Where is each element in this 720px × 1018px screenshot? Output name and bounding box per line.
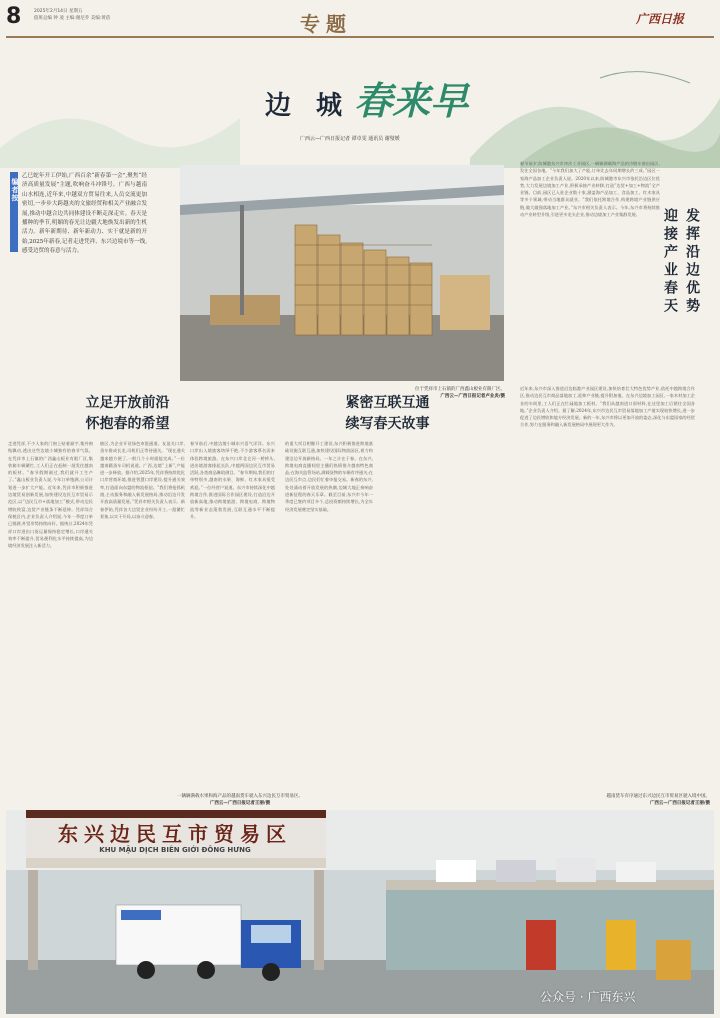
body-column-4: 的重大项目相继开工建设,东兴积极推进跨境基础设施互联互通,加快建设国际物流园区,着力构建沿边开放新格局。一年之计在于春。在东兴,跨境电商直播间里主播们热情推介越南特色商品;在海关监管场站,满载货物的车辆有序通关;在边民互市点,边民们忙着申报交易。新春的东兴,处处涌动着开放发展的热潮,边城大地正奏响奋进新征程的春天乐章。截至目前,东兴市今年一季度已签约项目多个,总投资额持续增长,为全年经济发展奠定坚实基础。 [285, 441, 373, 512]
bridge-caption-credit: 广西云—广西日报记者王丽/摄 [649, 801, 710, 806]
editor-text: 值班总编 钟 凌 主编:谢尼乔 美编:黄蓓 [34, 16, 111, 21]
gate-caption-credit: 广西云—广西日报记者王丽/摄 [209, 801, 271, 806]
body-column-1: 走进凭祥,不少人家的门窗上贴着福字,集外窗贴飘动,透出这些边境小城独有的春节气氛。在凭祥市上石镇的广西鑫山板业有限厂区,集装箱车辆繁忙,工人们正在赶制一批发往越南的板材。“春节假期刚过,我们就开工生产了。”鑫山板业负责人说,今年订单饱满,公司计划进一步扩大产能。近年来,凭祥市积极推进边境贸易创新发展,加快建设边民互市贸易示范区,以“边民互市+落地加工”模式,带动边民增收致富,边贸产业链条不断延伸。凭祥综合保税区内,企业负责人介绍说,今年一季度订单已排满,外贸形势持续向好。据统计,2024年凭祥口岸进出口货运量保持稳定增长,口岸通关效率不断提升,贸易便利化水平持续提高,为边境经济发展注入新活力。 [8, 441, 93, 549]
main-title-part-b: 春来早 [354, 78, 469, 123]
main-title-part-a: 边 城 [265, 91, 351, 121]
headline-3-line-2: 迎接产业春天 [662, 208, 678, 316]
gate-photo-caption [110, 793, 370, 807]
body-column-3: 春节前后,中越边境小城东兴喜气洋洋。东兴口岸出入境旅客络绎不绝,不少游客慕名而来体验跨境旅游。在东兴口岸北仑河一桥桥头,进出境游客排起长队,中越两国边民互市贸易活跃,各类商品琳琅满目。“春节期间,我们的订单特别多,越南的水果、海鲜、红木家具很受欢迎。”一位经营户说道。东兴市持续深化中越跨境合作,推进国际合作园区建设,打造沿边开放新高地,推动跨境旅游、跨境电商、跨境物流等新业态蓬勃发展,互联互通水平不断提升。 [190, 441, 275, 519]
body-column-6: 近年来,东兴市深入推进沿边临港产业园区建设,加快培育壮大特色优势产业,依托中越跨境合作区,推动边民互市商品落地加工,延伸产业链,提升附加值。在东兴边境加工园区,一家木材加工企业的车间里,工人们正在忙碌地加工板材。“我们从越南进口原材料,在这里加工后销往全国各地。”企业负责人介绍。据了解,2024年,东兴市边民互市贸易落地加工产值实现较快增长,进一步促进了边民增收和地方经济发展。新的一年,东兴市将以更加开放的姿态,深化与东盟国家的经贸合作,努力在服务和融入新发展格局中展现更大作为。 [520, 386, 695, 428]
main-title [265, 70, 468, 125]
factory-caption-text: 位于凭祥市上石镇的广西鑫山板业有限厂区。 [415, 387, 505, 392]
body-column-5: 春节前夕,防城港东兴市冲沙工业园区,一辆辆满载海产品的冷链车驶出园区,发往全国各地。“今年我们加大了产能,订单比去年同期增长约三成。”园区一家海产品加工企业负责人说。2020年以来,防城港市东兴市依托沿边区位优势,大力发展边境加工产业,积极承接产业转移,打造“边贸+加工+物流”全产业链。目前,园区已入驻企业数十家,涵盖海产品加工、食品加工、红木家具等多个领域,带动当地群众就业。“我们依托跨境合作,构建跨境产业链供应链,做大做强落地加工产业。”东兴市相关负责人表示。今年,东兴市将持续推动产业转型升级,引进更多龙头企业,推动边境加工产业集群发展。 [520, 161, 660, 218]
bridge-photo-caption [470, 793, 710, 807]
bridge-caption-text: 越南货车有序通过东兴边民互市贸易区驶入境中国。 [606, 794, 710, 799]
gate-sign-chinese: 东兴边民互市贸易区 [58, 822, 292, 846]
editor-note-text: 乙巳蛇年开工伊始,广西百余“新春第一会”,聚焦“经济高质量发展”主题,吹响奋斗冲锋号。广西与越南山水相连,近年来,中越双方贸易往来,人员交流更加密切,一步步大跨越夹的文旅经贸和相关产业融合发展,推动中越合边共同体建设不断走深走实。春天是播种的季节,明媚的春光让边疆大地焕发出新的生机活力。新年新期待、新年新动力、实干就是新的开始,2025年新春,记者走进凭祥、东兴边境市等一线,感受边贸的春意与活力。 [22, 173, 147, 255]
gate-sign-vietnamese: KHU MẬU DỊCH BIÊN GIỚI ĐÔNG HƯNG [99, 846, 251, 854]
section-title: 专题 [300, 12, 352, 36]
gate-caption-text: 一辆辆满载水果和海产品的越南货车驶入东兴边民互市贸易区。 [177, 794, 303, 799]
headline-3-line-1: 发挥沿边优势 [684, 208, 700, 316]
editor-note-label: 编者按 [11, 178, 20, 202]
date-line [34, 8, 110, 22]
date-text: 2025年2月14日 星期五 [34, 9, 83, 14]
byline: 广西云—广西日报记者 谭卓雯 通讯员 谢璧媛 [300, 136, 400, 142]
watermark: 公众号 · 广西东兴 [540, 990, 636, 1004]
headline-open-frontier [40, 393, 215, 435]
newspaper-logo: 广西日报 [636, 12, 685, 26]
body-column-2: 辖区,为企业开设绿色审批通道。友谊关口岸,货车排成长龙,司机们正等待通关。“现在通关越来越方便了,一般几个小时就能完成。”一位越南籍货车司机说道。广西,边境“上新”,产能进一步释放。据介绍,2025年,凭祥将持续优化口岸营商环境,推进智慧口岸建设,提升通关效率,打造面向东盟的物流枢纽。“我们将抢抓机遇,主动服务和融入新发展格局,推动沿边开发开放高质量发展。”凭祥市相关负责人表示。新春伊始,凭祥各大边贸企业纷纷开工,一派繁忙景象,以实干开局,以奋斗迎春。 [100, 441, 185, 519]
headline-2-line-1: 紧密互联互通 [345, 395, 430, 411]
headline-2-line-2: 续写春天故事 [345, 416, 430, 432]
headline-border-advantage [660, 208, 702, 316]
factory-photo [180, 165, 504, 381]
headline-connectivity [300, 393, 475, 435]
page-number: 8 [6, 4, 22, 29]
headline-1-line-2: 怀抱春的希望 [85, 416, 170, 432]
headline-1-line-1: 立足开放前沿 [85, 395, 170, 411]
factory-caption-credit: 广西云—广西日报记者卢业炎/摄 [440, 394, 505, 399]
